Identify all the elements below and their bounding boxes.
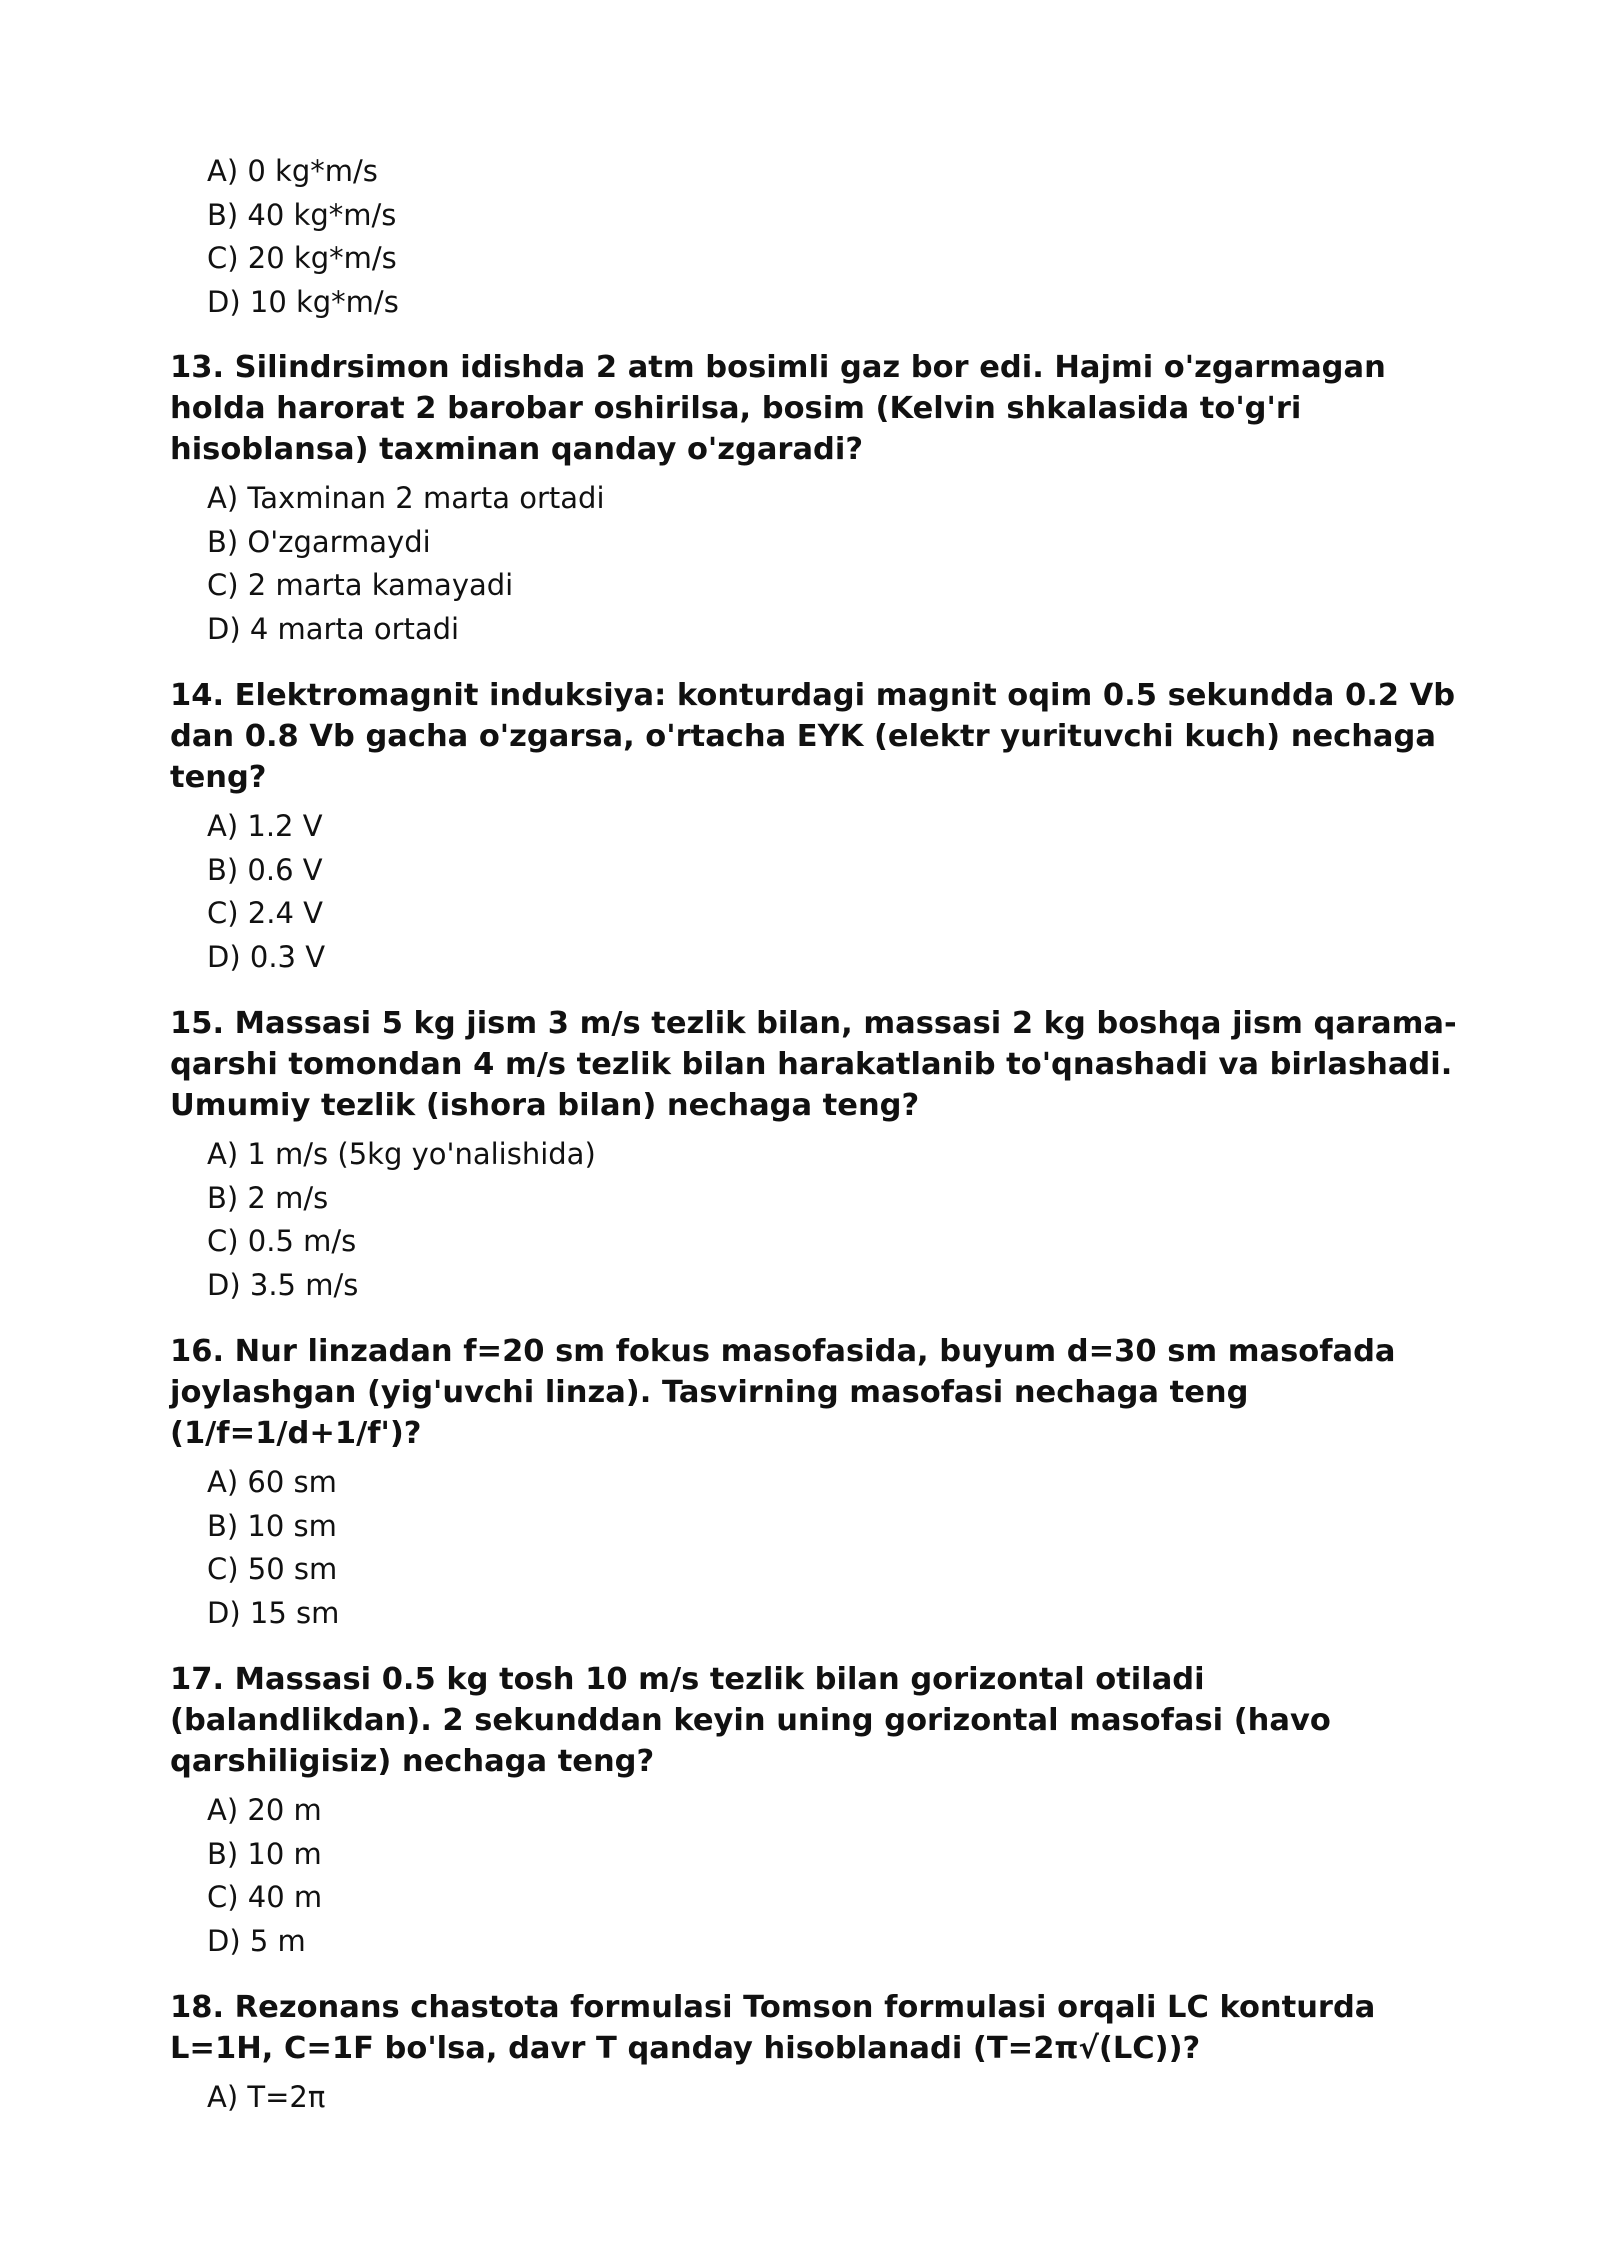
option-a: A) 0 kg*m/s — [207, 154, 378, 188]
option-a: A) 1.2 V — [207, 809, 323, 843]
question-text: 13. Silindrsimon idishda 2 atm bosimli gaz bor edi. Hajmi o'zgarmagan holda harorat 2 barobar oshirilsa, bosim (Kelvin shkalasida to'g'ri hisoblansa) taxminan qanday o'zgaradi? — [170, 350, 1386, 467]
option-a: A) Taxminan 2 marta ortadi — [207, 481, 605, 515]
option-c: C) 2 marta kamayadi — [207, 568, 514, 602]
option-b: B) 2 m/s — [207, 1180, 329, 1215]
option-d: D) 4 marta ortadi — [207, 611, 460, 646]
option-c: C) 0.5 m/s — [207, 1224, 357, 1258]
question-text: 16. Nur linzadan f=20 sm fokus masofasida, buyum d=30 sm masofada joylashgan (yig'uvchi linza). Tasvirning masofasi nechaga teng (1/f=1/d+1/f')? — [170, 1334, 1396, 1451]
option-b: B) 40 kg*m/s — [207, 197, 397, 232]
option-d: D) 3.5 m/s — [207, 1267, 359, 1302]
option-c: C) 2.4 V — [207, 896, 323, 930]
answer-options — [0, 1133, 1600, 1307]
option-c: C) 20 kg*m/s — [207, 241, 397, 275]
question-12-continuation — [0, 150, 1600, 324]
question-text: 18. Rezonans chastota formulasi Tomson formulasi orqali LC konturda L=1H, C=1F bo'lsa, davr T qanday hisoblanadi (T=2π√(LC))? — [170, 1990, 1376, 2066]
question-16 — [0, 1331, 1600, 1635]
option-d: D) 10 kg*m/s — [207, 284, 399, 319]
question-17 — [0, 1659, 1600, 1963]
question-14 — [0, 675, 1600, 979]
answer-options — [0, 150, 1600, 324]
option-a: A) T=2π — [207, 2080, 326, 2114]
option-a: A) 60 sm — [207, 1465, 337, 1499]
question-13 — [0, 347, 1600, 651]
option-c: C) 50 sm — [207, 1552, 338, 1586]
answer-options — [0, 805, 1600, 979]
option-d: D) 5 m — [207, 1923, 306, 1958]
question-text: 17. Massasi 0.5 kg tosh 10 m/s tezlik bilan gorizontal otiladi (balandlikdan). 2 sekunddan keyin uning gorizontal masofasi (havo qarshiligisiz) nechaga teng? — [170, 1662, 1331, 1779]
answer-options — [0, 2076, 1600, 2120]
option-b: B) 0.6 V — [207, 852, 323, 887]
question-15 — [0, 1003, 1600, 1307]
answer-options — [0, 1789, 1600, 1963]
option-b: B) 10 m — [207, 1836, 322, 1871]
option-d: D) 15 sm — [207, 1595, 340, 1630]
question-18 — [0, 1987, 1600, 2120]
option-a: A) 1 m/s (5kg yo'nalishida) — [207, 1137, 596, 1171]
option-a: A) 20 m — [207, 1793, 322, 1827]
option-d: D) 0.3 V — [207, 939, 326, 974]
option-c: C) 40 m — [207, 1880, 323, 1914]
question-text: 14. Elektromagnit induksiya: konturdagi magnit oqim 0.5 sekundda 0.2 Vb dan 0.8 Vb gacha o'zgarsa, o'rtacha EYK (elektr yurituvchi kuch) nechaga teng? — [170, 678, 1456, 795]
option-b: B) O'zgarmaydi — [207, 524, 431, 559]
answer-options — [0, 1461, 1600, 1635]
option-b: B) 10 sm — [207, 1508, 337, 1543]
question-text: 15. Massasi 5 kg jism 3 m/s tezlik bilan, massasi 2 kg boshqa jism qarama-qarshi tomondan 4 m/s tezlik bilan harakatlanib to'qnashadi va birlashadi. Umumiy tezlik (ishora bilan) nechaga teng? — [170, 1006, 1457, 1123]
answer-options — [0, 477, 1600, 651]
